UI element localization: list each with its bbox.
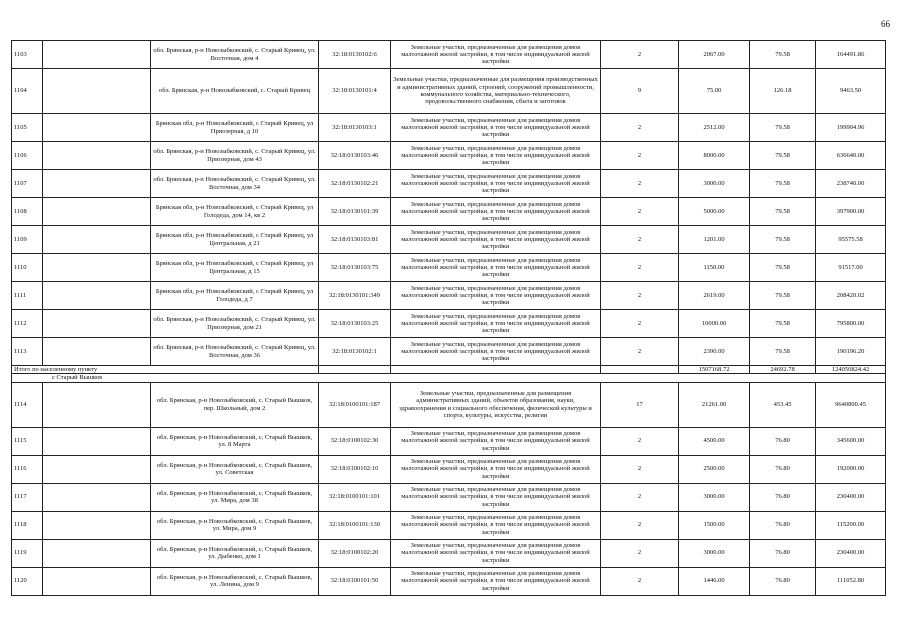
table-row bbox=[12, 282, 886, 310]
subtotal-area: 1507168.72 bbox=[679, 366, 750, 374]
empty-cell bbox=[43, 226, 151, 254]
use-type-code-cell: 9 bbox=[601, 69, 679, 114]
land-use-cell: Земельные участки, предназначенные для размещения домов малоэтажной жилой застройки, в том числе индивидуальной жилой застройки bbox=[391, 41, 601, 69]
address-cell: обл. Брянская, р-н Новозыбковский, с. Старый Кривец, ул. Восточная, дом 36 bbox=[151, 338, 319, 366]
use-type-code-cell: 2 bbox=[601, 539, 679, 567]
cadastral-number-cell: 32:18:0100101:50 bbox=[319, 567, 391, 595]
land-use-cell: Земельные участки, предназначенные для размещения домов малоэтажной жилой застройки, в том числе индивидуальной жилой застройки bbox=[391, 539, 601, 567]
cadastral-value-cell: 795800.00 bbox=[816, 310, 886, 338]
table-row bbox=[12, 567, 886, 595]
empty-cell bbox=[43, 511, 151, 539]
row-number: 1114 bbox=[12, 382, 43, 427]
land-use-cell: Земельные участки, предназначенные для размещения домов малоэтажной жилой застройки, в том числе индивидуальной жилой застройки bbox=[391, 254, 601, 282]
area-cell: 4500.00 bbox=[679, 427, 750, 455]
use-type-code-cell: 2 bbox=[601, 427, 679, 455]
cadastral-number-cell: 32:18:0130103:25 bbox=[319, 310, 391, 338]
empty-cell bbox=[43, 198, 151, 226]
address-cell: обл. Брянская, р-н Новозыбковский, с. Старый Вышков, ул. 8 Марта bbox=[151, 427, 319, 455]
area-cell: 2390.00 bbox=[679, 338, 750, 366]
cadastral-number-cell: 32:18:0130101:349 bbox=[319, 282, 391, 310]
area-cell: 5000.00 bbox=[679, 198, 750, 226]
specific-value-cell: 453.45 bbox=[750, 382, 816, 427]
row-number: 1108 bbox=[12, 198, 43, 226]
cadastral-value-cell: 208420.02 bbox=[816, 282, 886, 310]
table-row bbox=[12, 427, 886, 455]
land-use-cell: Земельные участки, предназначенные для размещения домов малоэтажной жилой застройки, в том числе индивидуальной жилой застройки bbox=[391, 310, 601, 338]
specific-value-cell: 79.58 bbox=[750, 254, 816, 282]
land-use-cell: Земельные участки, предназначенные для размещения домов малоэтажной жилой застройки, в том числе индивидуальной жилой застройки bbox=[391, 483, 601, 511]
land-use-cell: Земельные участки, предназначенные для размещения домов малоэтажной жилой застройки, в том числе индивидуальной жилой застройки bbox=[391, 170, 601, 198]
table-row bbox=[12, 226, 886, 254]
use-type-code-cell: 2 bbox=[601, 41, 679, 69]
cadastral-number-cell: 32:18:0100101:130 bbox=[319, 511, 391, 539]
use-type-code-cell: 2 bbox=[601, 198, 679, 226]
subtotal-cadastral-value: 124050824.42 bbox=[816, 366, 886, 374]
row-number: 1115 bbox=[12, 427, 43, 455]
land-use-cell: Земельные участки, предназначенные для размещения домов малоэтажной жилой застройки, в том числе индивидуальной жилой застройки bbox=[391, 282, 601, 310]
cadastral-value-cell: 230400.00 bbox=[816, 539, 886, 567]
cadastral-number-cell: 32:18:0130103:81 bbox=[319, 226, 391, 254]
row-number: 1107 bbox=[12, 170, 43, 198]
cadastral-value-cell: 9640800.45 bbox=[816, 382, 886, 427]
cadastral-number-cell: 32:18:0130102:6 bbox=[319, 41, 391, 69]
specific-value-cell: 76.80 bbox=[750, 427, 816, 455]
cadastral-value-cell: 230400.00 bbox=[816, 483, 886, 511]
use-type-code-cell: 2 bbox=[601, 226, 679, 254]
cadastral-value-cell: 199904.96 bbox=[816, 114, 886, 142]
land-use-cell: Земельные участки, предназначенные для размещения домов малоэтажной жилой застройки, в том числе индивидуальной жилой застройки bbox=[391, 142, 601, 170]
use-type-code-cell: 2 bbox=[601, 142, 679, 170]
empty-cell bbox=[43, 382, 151, 427]
specific-value-cell: 76.80 bbox=[750, 539, 816, 567]
cadastral-value-cell: 192000.00 bbox=[816, 455, 886, 483]
table-row bbox=[12, 69, 886, 114]
address-cell: обл. Брянская, р-н Новозыбковский, с. Старый Вышков, ул. Дыбенко, дом 1 bbox=[151, 539, 319, 567]
row-number: 1113 bbox=[12, 338, 43, 366]
area-cell: 2500.00 bbox=[679, 455, 750, 483]
cadastral-number-cell: 32:18:0100102:30 bbox=[319, 427, 391, 455]
cadastral-number-cell: 32:18:0100101:101 bbox=[319, 483, 391, 511]
specific-value-cell: 79.58 bbox=[750, 142, 816, 170]
cadastral-value-cell: 397900.00 bbox=[816, 198, 886, 226]
area-cell: 2512.00 bbox=[679, 114, 750, 142]
address-cell: обл. Брянская, р-н Новозыбковский, с. Старый Вышков, ул. Мира, дом 9 bbox=[151, 511, 319, 539]
table-row bbox=[12, 142, 886, 170]
cadastral-number-cell: 32:18:0100102:20 bbox=[319, 539, 391, 567]
row-number: 1103 bbox=[12, 41, 43, 69]
empty-cell bbox=[43, 455, 151, 483]
cadastral-number-cell: 32:18:0130103:46 bbox=[319, 142, 391, 170]
cadastral-number-cell: 32:18:0130103:1 bbox=[319, 114, 391, 142]
row-number: 1105 bbox=[12, 114, 43, 142]
specific-value-cell: 79.58 bbox=[750, 310, 816, 338]
specific-value-cell: 79.58 bbox=[750, 282, 816, 310]
use-type-code-cell: 2 bbox=[601, 310, 679, 338]
land-use-cell: Земельные участки, предназначенные для размещения домов малоэтажной жилой застройки, в том числе индивидуальной жилой застройки bbox=[391, 338, 601, 366]
address-cell: обл. Брянская, р-н Новозыбковский, с. Старый Кривец, ул. Восточная, дом 34 bbox=[151, 170, 319, 198]
empty-cell bbox=[43, 142, 151, 170]
empty-cell bbox=[391, 366, 601, 374]
empty-cell bbox=[43, 567, 151, 595]
locality-header-row bbox=[12, 374, 886, 382]
cadastral-value-cell: 111052.80 bbox=[816, 567, 886, 595]
cadastral-value-cell: 115200.00 bbox=[816, 511, 886, 539]
specific-value-cell: 76.80 bbox=[750, 483, 816, 511]
land-use-cell: Земельные участки, предназначенные для размещения административных зданий, объектов образования, науки, здравоохранения и социального обеспечения, физической культуры и спорта, культуры, искусства, религии bbox=[391, 382, 601, 427]
table-row bbox=[12, 114, 886, 142]
address-cell: обл. Брянская, р-н Новозыбковский, с. Старый Вышков, ул. Ленина, дом 9 bbox=[151, 567, 319, 595]
cadastral-number-cell: 32:18:0130101:39 bbox=[319, 198, 391, 226]
area-cell: 8000.00 bbox=[679, 142, 750, 170]
area-cell: 1150.00 bbox=[679, 254, 750, 282]
use-type-code-cell: 2 bbox=[601, 170, 679, 198]
specific-value-cell: 76.80 bbox=[750, 567, 816, 595]
use-type-code-cell: 2 bbox=[601, 567, 679, 595]
row-number: 1120 bbox=[12, 567, 43, 595]
empty-cell bbox=[43, 338, 151, 366]
land-use-cell: Земельные участки, предназначенные для размещения производственных и административных зданий, строений, сооружений промышленности, коммунального хозяйства, материально-технического, продовольственного снабжения, сбыта и заготовок bbox=[391, 69, 601, 114]
empty-cell bbox=[43, 69, 151, 114]
specific-value-cell: 79.58 bbox=[750, 41, 816, 69]
cadastral-value-table bbox=[11, 40, 886, 596]
address-cell: обл. Брянская, р-н Новозыбковский, с. Старый Вышков, ул. Советская bbox=[151, 455, 319, 483]
land-use-cell: Земельные участки, предназначенные для размещения домов малоэтажной жилой застройки, в том числе индивидуальной жилой застройки bbox=[391, 511, 601, 539]
empty-cell bbox=[43, 254, 151, 282]
cadastral-number-cell: 32:18:0130102:1 bbox=[319, 338, 391, 366]
area-cell: 3000.00 bbox=[679, 483, 750, 511]
cadastral-value-cell: 91517.00 bbox=[816, 254, 886, 282]
table-row bbox=[12, 539, 886, 567]
specific-value-cell: 79.58 bbox=[750, 198, 816, 226]
empty-cell bbox=[43, 170, 151, 198]
use-type-code-cell: 2 bbox=[601, 483, 679, 511]
address-cell: обл. Брянская, р-н Новозыбковский, с. Старый Вышков, ул. Мира, дом 38 bbox=[151, 483, 319, 511]
area-cell: 3000.00 bbox=[679, 539, 750, 567]
address-cell: Брянская обл, р-н Новозыбковский, с Старый Кривец, ул Центральная, д 15 bbox=[151, 254, 319, 282]
use-type-code-cell: 2 bbox=[601, 455, 679, 483]
specific-value-cell: 76.80 bbox=[750, 511, 816, 539]
empty-cell bbox=[319, 366, 391, 374]
address-cell: Брянская обл, р-н Новозыбковский, с Старый Кривец, ул Голодеда, д 7 bbox=[151, 282, 319, 310]
row-number: 1117 bbox=[12, 483, 43, 511]
area-cell: 10000.00 bbox=[679, 310, 750, 338]
row-number: 1119 bbox=[12, 539, 43, 567]
empty-cell bbox=[43, 427, 151, 455]
address-cell: Брянская обл, р-н Новозыбковский, с Старый Кривец, ул Приозерная, д 10 bbox=[151, 114, 319, 142]
area-cell: 1201.00 bbox=[679, 226, 750, 254]
cadastral-value-cell: 9463.50 bbox=[816, 69, 886, 114]
specific-value-cell: 79.58 bbox=[750, 114, 816, 142]
use-type-code-cell: 2 bbox=[601, 254, 679, 282]
table-row bbox=[12, 310, 886, 338]
page-number: 66 bbox=[881, 19, 890, 29]
empty-cell bbox=[43, 114, 151, 142]
specific-value-cell: 79.58 bbox=[750, 170, 816, 198]
row-number: 1104 bbox=[12, 69, 43, 114]
land-use-cell: Земельные участки, предназначенные для размещения домов малоэтажной жилой застройки, в том числе индивидуальной жилой застройки bbox=[391, 198, 601, 226]
table-row bbox=[12, 338, 886, 366]
cadastral-number-cell: 32:18:0130101:4 bbox=[319, 69, 391, 114]
address-cell: Брянская обл, р-н Новозыбковский, с Старый Кривец, ул Голодеда, дом 14, кв 2 bbox=[151, 198, 319, 226]
land-use-cell: Земельные участки, предназначенные для размещения домов малоэтажной жилой застройки, в том числе индивидуальной жилой застройки bbox=[391, 455, 601, 483]
row-number: 1109 bbox=[12, 226, 43, 254]
cadastral-value-cell: 636640.00 bbox=[816, 142, 886, 170]
table-row bbox=[12, 455, 886, 483]
empty-cell bbox=[43, 41, 151, 69]
row-number: 1116 bbox=[12, 455, 43, 483]
area-cell: 2067.00 bbox=[679, 41, 750, 69]
row-number: 1110 bbox=[12, 254, 43, 282]
cadastral-number-cell: 32:18:0130102:21 bbox=[319, 170, 391, 198]
table-row bbox=[12, 254, 886, 282]
use-type-code-cell: 2 bbox=[601, 511, 679, 539]
land-use-cell: Земельные участки, предназначенные для размещения домов малоэтажной жилой застройки, в том числе индивидуальной жилой застройки bbox=[391, 226, 601, 254]
cadastral-value-cell: 238740.00 bbox=[816, 170, 886, 198]
area-cell: 21261.00 bbox=[679, 382, 750, 427]
cadastral-value-cell: 345600.00 bbox=[816, 427, 886, 455]
area-cell: 3000.00 bbox=[679, 170, 750, 198]
subtotal-specific-value: 24692.78 bbox=[750, 366, 816, 374]
land-use-cell: Земельные участки, предназначенные для размещения домов малоэтажной жилой застройки, в том числе индивидуальной жилой застройки bbox=[391, 567, 601, 595]
row-number: 1112 bbox=[12, 310, 43, 338]
locality-name: с Старый Вышков bbox=[12, 374, 886, 382]
area-cell: 1446.00 bbox=[679, 567, 750, 595]
row-number: 1111 bbox=[12, 282, 43, 310]
empty-cell bbox=[43, 539, 151, 567]
empty-cell bbox=[601, 366, 679, 374]
cadastral-number-cell: 32:18:0100102:10 bbox=[319, 455, 391, 483]
cadastral-number-cell: 32:18:0130103:75 bbox=[319, 254, 391, 282]
use-type-code-cell: 17 bbox=[601, 382, 679, 427]
specific-value-cell: 79.58 bbox=[750, 338, 816, 366]
row-number: 1118 bbox=[12, 511, 43, 539]
empty-cell bbox=[43, 282, 151, 310]
row-number: 1106 bbox=[12, 142, 43, 170]
area-cell: 1500.00 bbox=[679, 511, 750, 539]
address-cell: Брянская обл, р-н Новозыбковский, с Старый Кривец, ул Центральная, д 21 bbox=[151, 226, 319, 254]
use-type-code-cell: 2 bbox=[601, 338, 679, 366]
specific-value-cell: 79.58 bbox=[750, 226, 816, 254]
land-use-cell: Земельные участки, предназначенные для размещения домов малоэтажной жилой застройки, в том числе индивидуальной жилой застройки bbox=[391, 427, 601, 455]
area-cell: 75.00 bbox=[679, 69, 750, 114]
empty-cell bbox=[43, 483, 151, 511]
use-type-code-cell: 2 bbox=[601, 114, 679, 142]
table-row bbox=[12, 198, 886, 226]
subtotal-row bbox=[12, 366, 886, 374]
table-row bbox=[12, 511, 886, 539]
address-cell: обл. Брянская, р-н Новозыбковский, с. Старый Вышков, пер. Школьный, дом 2 bbox=[151, 382, 319, 427]
specific-value-cell: 76.80 bbox=[750, 455, 816, 483]
specific-value-cell: 126.18 bbox=[750, 69, 816, 114]
use-type-code-cell: 2 bbox=[601, 282, 679, 310]
land-use-cell: Земельные участки, предназначенные для размещения домов малоэтажной жилой застройки, в том числе индивидуальной жилой застройки bbox=[391, 114, 601, 142]
table-row bbox=[12, 170, 886, 198]
cadastral-number-cell: 32:18:0100101:187 bbox=[319, 382, 391, 427]
area-cell: 2619.00 bbox=[679, 282, 750, 310]
address-cell: обл. Брянская, р-н Новозыбковский, с. Старый Кривец bbox=[151, 69, 319, 114]
table-row bbox=[12, 41, 886, 69]
empty-cell bbox=[43, 310, 151, 338]
table-row bbox=[12, 483, 886, 511]
cadastral-value-cell: 190196.20 bbox=[816, 338, 886, 366]
address-cell: обл. Брянская, р-н Новозыбковский, с. Старый Кривец, ул. Приозерная, дом 43 bbox=[151, 142, 319, 170]
cadastral-value-cell: 95575.58 bbox=[816, 226, 886, 254]
address-cell: обл. Брянская, р-н Новозыбковский, с. Старый Кривец, ул. Приозерная, дом 21 bbox=[151, 310, 319, 338]
cadastral-value-cell: 164491.86 bbox=[816, 41, 886, 69]
address-cell: обл. Брянская, р-н Новозыбковский, с. Старый Кривец, ул. Восточная, дом 4 bbox=[151, 41, 319, 69]
subtotal-label: Итого по населенному пункту bbox=[12, 366, 319, 374]
table-row bbox=[12, 382, 886, 427]
